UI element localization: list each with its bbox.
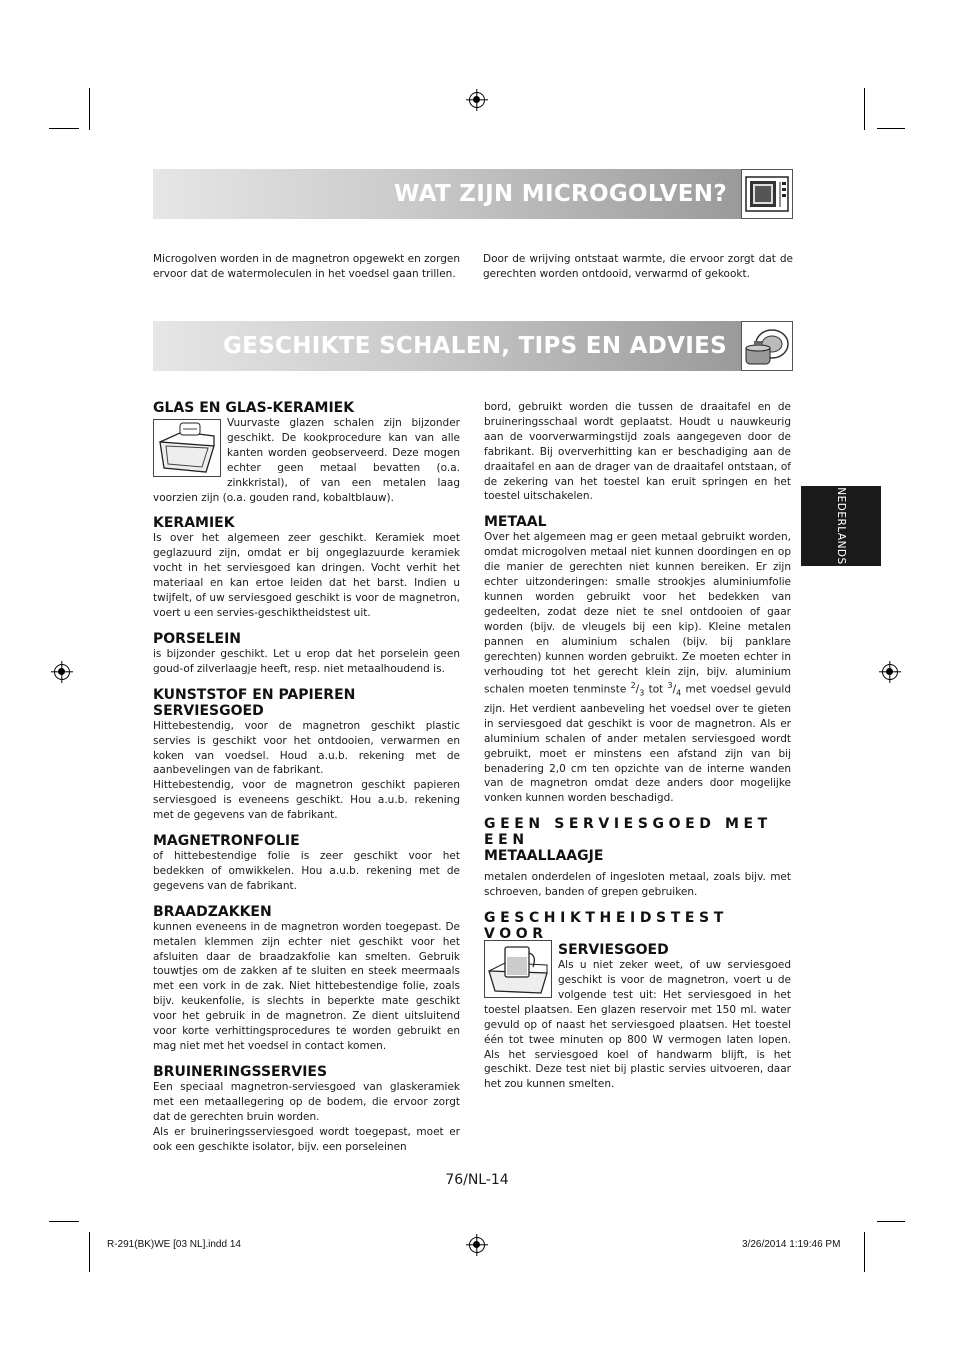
section-heading: GLAS EN GLAS-KERAMIEK <box>153 400 355 416</box>
right-column: bord, gebruikt worden die tussen de draaitafel en de bruineringsschaal wordt geplaatst. Houdt u nauwkeurig aan de voorverwarmingstijd zoals aangegeven door de fabrikant. Bij oververhitting kan er beschadiging aan de draaitafel en aan de drager van de draaitafel ontstaan, of de zekering van het toestel kan eruit springen en het toestel uitschakelen. METAAL Over het algemeen mag er geen metaal gebruikt worden, omdat microgolven metaal niet kunnen doordingen en op die manier de gerechten niet kunnen bereiken. Er zijn echter uitzonderingen: smalle strookjes aluminiumfolie kunnen worden gebruikt voor het bedekken van gedeelten, zodat deze niet te snel ontdooien of gaar worden (bijv. de vleugels bij een kip). Kleine metalen pannen en aluminium schalen (bijv. bij panklare gerechten) kunnen worden gebruikt. Ze moeten echter in verhouding tot het gerecht klein zijn, bijv. aluminium schalen moeten tenminste $^2/_3$ tot $^3/_4$ met voedsel gevuld zijn. Het verdient aanbeveling het voedsel over te gieten in serviesgoed dat geschikt is voor de magnetron. Als er aluminium schalen of ander metalen serviesgoed wordt gebruikt, moet er minstens een afstand zijn van bij benadering 2,0 cm ten opzichte van de interne wanden van de magnetron omdat deze anders door mogelijke vonken kunnen worden beschadigd. GEEN SERVIESGOED MET EEN METAALLAAGJE metalen onderdelen of ingesloten metaal, zoals bijv. met schroeven, banden of grepen gebruiken. GESCHIKTHEIDSTEST VOOR SERVIESGOED Als u niet zeker weet, of uw serviesgoed geschikt is voor de magnetron, voert u de volgende test uit: Het serviesgoed in het toestel plaatsen. Een glazen reservoir met 150 ml. water gevuld op of naast het serviesgoed plaatsen. Het toestel één tot twee minuten op 800 W vermogen laten lopen. Als het serviesgoed koel of handwarm blijft, is het geschikt. Deze test niet bij plastic servies uitvoeren, daar het zou kunnen smelten. <box>484 401 792 1091</box>
microwave-icon <box>741 169 793 219</box>
crop-mark <box>864 88 865 130</box>
registration-mark-icon <box>469 92 485 108</box>
cookware-icon <box>741 321 793 371</box>
section-banner <box>153 321 741 371</box>
section-banner <box>153 169 741 219</box>
footer-filename: R-291(BK)WE [03 NL].indd 14 <box>107 1239 241 1250</box>
section-heading: METAALLAAGJE <box>484 848 604 865</box>
crop-mark <box>49 128 79 129</box>
section-heading: KERAMIEK <box>153 515 235 532</box>
glass-dish-icon <box>153 419 221 477</box>
language-tab: NEDERLANDS <box>801 486 881 566</box>
crop-mark <box>89 1232 90 1272</box>
section-title: GESCHIKTE SCHALEN, TIPS EN ADVIES <box>223 333 727 359</box>
section-heading: BRUINERINGSSERVIES <box>153 1063 328 1080</box>
section-heading: GEEN SERVIESGOED MET EEN <box>484 816 772 849</box>
section-heading: BRAADZAKKEN <box>153 903 272 920</box>
crop-mark <box>877 1221 905 1222</box>
section-title: WAT ZIJN MICROGOLVEN? <box>393 181 727 207</box>
intro-left: Microgolven worden in de magnetron opgewekt en zorgen ervoor dat de watermoleculen in het voedsel gaan trillen. <box>153 253 460 280</box>
registration-mark-icon <box>469 1237 485 1253</box>
section-heading: METAAL <box>484 514 547 531</box>
registration-mark-icon <box>882 664 898 680</box>
test-dish-icon <box>484 940 552 998</box>
footer-datetime: 3/26/2014 1:19:46 PM <box>742 1239 841 1250</box>
metaal-text: Over het algemeen mag er geen metaal gebruikt worden, omdat microgolven metaal niet kunnen doordingen en op die manier de gerechten niet kunnen bereiken. Er zijn echter uitzonderingen: smalle strookjes aluminiumfolie kunnen worden gebruikt voor het bedekken van gedeelten, zodat deze niet te snel ontdooien of gaar worden (bijv. de vleugels bij een kip). Kleine metalen pannen en aluminium schalen (bijv. bij panklare gerechten) kunnen worden gebruikt. Ze moeten echter in verhouding tot het gerecht klein zijn, bijv. aluminium schalen moeten tenminste $^2/_3$ tot $^3/_4$ met voedsel gevuld zijn. Het verdient aanbeveling het voedsel over te gieten in serviesgoed dat geschikt is voor de magnetron. Als er aluminium schalen of ander metalen serviesgoed wordt gebruikt, moet er minstens een afstand zijn van bij benadering 2,0 cm ten opzichte van de interne wanden van de magnetron omdat deze anders door mogelijke vonken kunnen worden beschadigd. <box>484 531 792 805</box>
crop-mark <box>877 128 905 129</box>
section-heading: SERVIESGOED <box>558 942 669 959</box>
section-heading: MAGNETRONFOLIE <box>153 833 300 850</box>
intro-right: Door de wrijving ontstaat warmte, die ervoor zorgt dat de gerechten worden ontdooid, verwarmd of gekookt. <box>483 253 793 280</box>
crop-mark <box>89 88 90 130</box>
crop-mark <box>864 1232 865 1272</box>
section-heading: GESCHIKTHEIDSTEST VOOR <box>484 910 728 943</box>
section-heading: KUNSTSTOF EN PAPIEREN SERVIESGOED <box>153 686 356 719</box>
registration-mark-icon <box>54 664 70 680</box>
left-column: GLAS EN GLAS-KERAMIEK Vuurvaste glazen schalen zijn bijzonder geschikt. De kookprocedure kan van alle kanten worden geobserveerd. Deze mogen echter geen metaal bevatten (o.a. zinkkristal), of van een metalen laag voorzien zijn (o.a. gouden rand, kobaltblauw). KERAMIEK Is over het algemeen zeer geschikt. Keramiek moet geglazuurd zijn, omdat er bij ongeglazuurde keramiek vocht in het serviesgoed kan dringen. Vocht verhit het materiaal en kan ertoe leiden dat het barst. Indien u twijfelt, of uw serviesgoed geschikt is voor de magnetron, voert u een servies-geschiktheidstest uit. PORSELEIN is bijzonder geschikt. Let u erop dat het porselein geen goud-of zilverlaagje heeft, resp. niet metaalhoudend is. KUNSTSTOF EN PAPIEREN SERVIESGOED Hittebestendig, voor de magnetron geschikt plastic servies is geschikt voor het ontdooien, verwarmen en koken van voedsel. Houd a.u.b. rekening met de aanbevelingen van de fabrikant. Hittebestendig, voor de magnetron geschikt papieren serviesgoed is eveneens geschikt. Hou a.u.b. rekening met de gegevens van de fabrikant. MAGNETRONFOLIE of hittebestendige folie is zeer geschikt voor het bedekken of omwikkelen. Hou a.u.b. rekening met de gegevens van de fabrikant. BRAADZAKKEN kunnen eveneens in de magnetron worden toegepast. De metalen klemmen zijn echter niet geschikt voor het afsluiten daar de braadzakfolie kan smelten. Gebruik touwtjes om de zakken af te sluiten en steek meermaals met een vork in de zak. Niet hittebestendige folie, zoals bijv. keukenfolie, is slechts in beperkte mate geschikt voor het gebruik in de magnetron. Ze dient uitsluitend voor korte verhittingsprocedures te worden gebruikt en mag niet met het voedsel in contact komen. BRUINERINGSSERVIES Een speciaal magnetron-serviesgoed van glaskeramiek met een metaallegering op de bodem, die ervoor zorgt dat de gerechten bruin worden. Als er bruineringsserviesgoed wordt toegepast, moet er ook een geschikte isolator, bijv. een porseleinen <box>153 400 460 1153</box>
section-heading: PORSELEIN <box>153 630 241 647</box>
crop-mark <box>49 1221 79 1222</box>
page-number: 76/NL-14 <box>445 1172 509 1188</box>
